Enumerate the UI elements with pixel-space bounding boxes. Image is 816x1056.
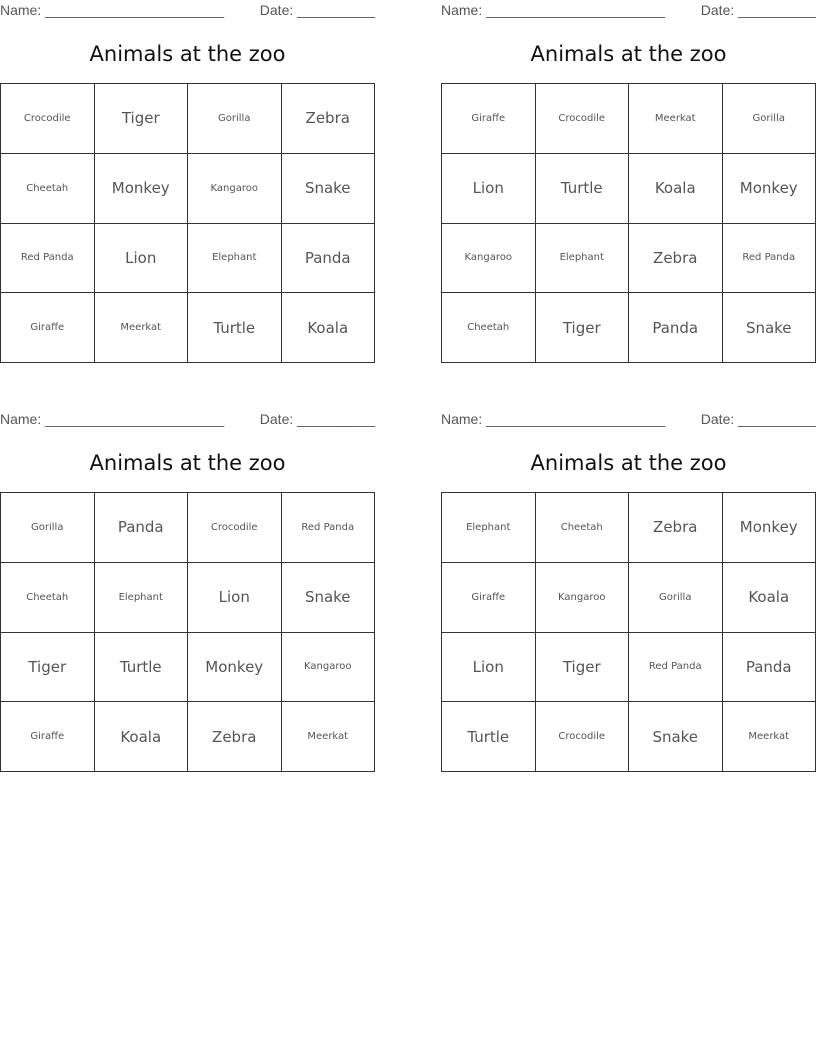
bingo-cell: Koala (282, 293, 376, 363)
bingo-grid (441, 83, 816, 363)
bingo-grid (0, 492, 375, 772)
bingo-cell: Turtle (536, 154, 630, 224)
bingo-grid (0, 83, 375, 363)
bingo-cell: Snake (282, 154, 376, 224)
bingo-card-1 (0, 0, 375, 364)
bingo-cell: Kangaroo (442, 224, 536, 294)
bingo-card-3 (0, 409, 375, 773)
date-field-label: Date: __________ (259, 2, 375, 18)
bingo-cell: Red Panda (629, 633, 723, 703)
bingo-cell: Zebra (629, 493, 723, 563)
bingo-cell: Panda (723, 633, 816, 703)
bingo-cell: Gorilla (1, 493, 95, 563)
name-field-label: Name: _______________________ (0, 411, 225, 427)
bingo-cell: Crocodile (188, 493, 282, 563)
bingo-cell: Elephant (188, 224, 282, 294)
bingo-cell: Red Panda (282, 493, 376, 563)
card-title: Animals at the zoo (89, 451, 286, 475)
bingo-cell: Giraffe (442, 84, 536, 154)
bingo-cell: Monkey (188, 633, 282, 703)
bingo-cell: Cheetah (1, 154, 95, 224)
bingo-grid (441, 492, 816, 772)
bingo-cell: Crocodile (536, 702, 630, 772)
name-field-label: Name: _______________________ (0, 2, 225, 18)
card-header (0, 411, 375, 429)
bingo-cell: Red Panda (1, 224, 95, 294)
bingo-cell: Panda (95, 493, 189, 563)
bingo-cell: Kangaroo (282, 633, 376, 703)
bingo-cell: Tiger (536, 293, 630, 363)
bingo-cell: Cheetah (536, 493, 630, 563)
bingo-cell: Cheetah (442, 293, 536, 363)
bingo-cell: Kangaroo (188, 154, 282, 224)
date-field-label: Date: __________ (259, 411, 375, 427)
bingo-cell: Cheetah (1, 563, 95, 633)
bingo-cell: Crocodile (1, 84, 95, 154)
card-title: Animals at the zoo (89, 42, 286, 66)
bingo-cell: Koala (723, 563, 816, 633)
bingo-cell: Giraffe (442, 563, 536, 633)
bingo-cell: Turtle (95, 633, 189, 703)
bingo-cell: Tiger (536, 633, 630, 703)
bingo-cell: Lion (442, 154, 536, 224)
bingo-cell: Panda (282, 224, 376, 294)
bingo-cell: Tiger (95, 84, 189, 154)
card-title: Animals at the zoo (530, 451, 727, 475)
bingo-cell: Gorilla (188, 84, 282, 154)
bingo-cell: Red Panda (723, 224, 816, 294)
bingo-cell: Snake (282, 563, 376, 633)
bingo-cell: Turtle (442, 702, 536, 772)
bingo-cell: Snake (629, 702, 723, 772)
name-field-label: Name: _______________________ (441, 411, 666, 427)
card-header (0, 2, 375, 20)
bingo-cell: Lion (188, 563, 282, 633)
bingo-cell: Zebra (629, 224, 723, 294)
bingo-cell: Meerkat (629, 84, 723, 154)
bingo-cell: Lion (442, 633, 536, 703)
bingo-cell: Lion (95, 224, 189, 294)
date-field-label: Date: __________ (700, 2, 816, 18)
bingo-cell: Panda (629, 293, 723, 363)
bingo-cell: Monkey (723, 493, 816, 563)
bingo-card-4 (441, 409, 816, 773)
bingo-cell: Monkey (723, 154, 816, 224)
date-field-label: Date: __________ (700, 411, 816, 427)
bingo-cell: Monkey (95, 154, 189, 224)
bingo-cell: Tiger (1, 633, 95, 703)
name-field-label: Name: _______________________ (441, 2, 666, 18)
bingo-cell: Gorilla (629, 563, 723, 633)
bingo-cell: Snake (723, 293, 816, 363)
bingo-cell: Kangaroo (536, 563, 630, 633)
bingo-cell: Koala (95, 702, 189, 772)
card-header (441, 2, 816, 20)
bingo-cell: Elephant (95, 563, 189, 633)
bingo-cell: Zebra (188, 702, 282, 772)
bingo-cell: Meerkat (723, 702, 816, 772)
bingo-cell: Giraffe (1, 293, 95, 363)
bingo-cell: Koala (629, 154, 723, 224)
bingo-cell: Turtle (188, 293, 282, 363)
bingo-cell: Elephant (442, 493, 536, 563)
card-header (441, 411, 816, 429)
bingo-cell: Zebra (282, 84, 376, 154)
bingo-cell: Meerkat (95, 293, 189, 363)
bingo-card-2 (441, 0, 816, 364)
card-title: Animals at the zoo (530, 42, 727, 66)
bingo-cell: Crocodile (536, 84, 630, 154)
bingo-cell: Meerkat (282, 702, 376, 772)
bingo-cell: Gorilla (723, 84, 816, 154)
bingo-cell: Giraffe (1, 702, 95, 772)
bingo-cell: Elephant (536, 224, 630, 294)
